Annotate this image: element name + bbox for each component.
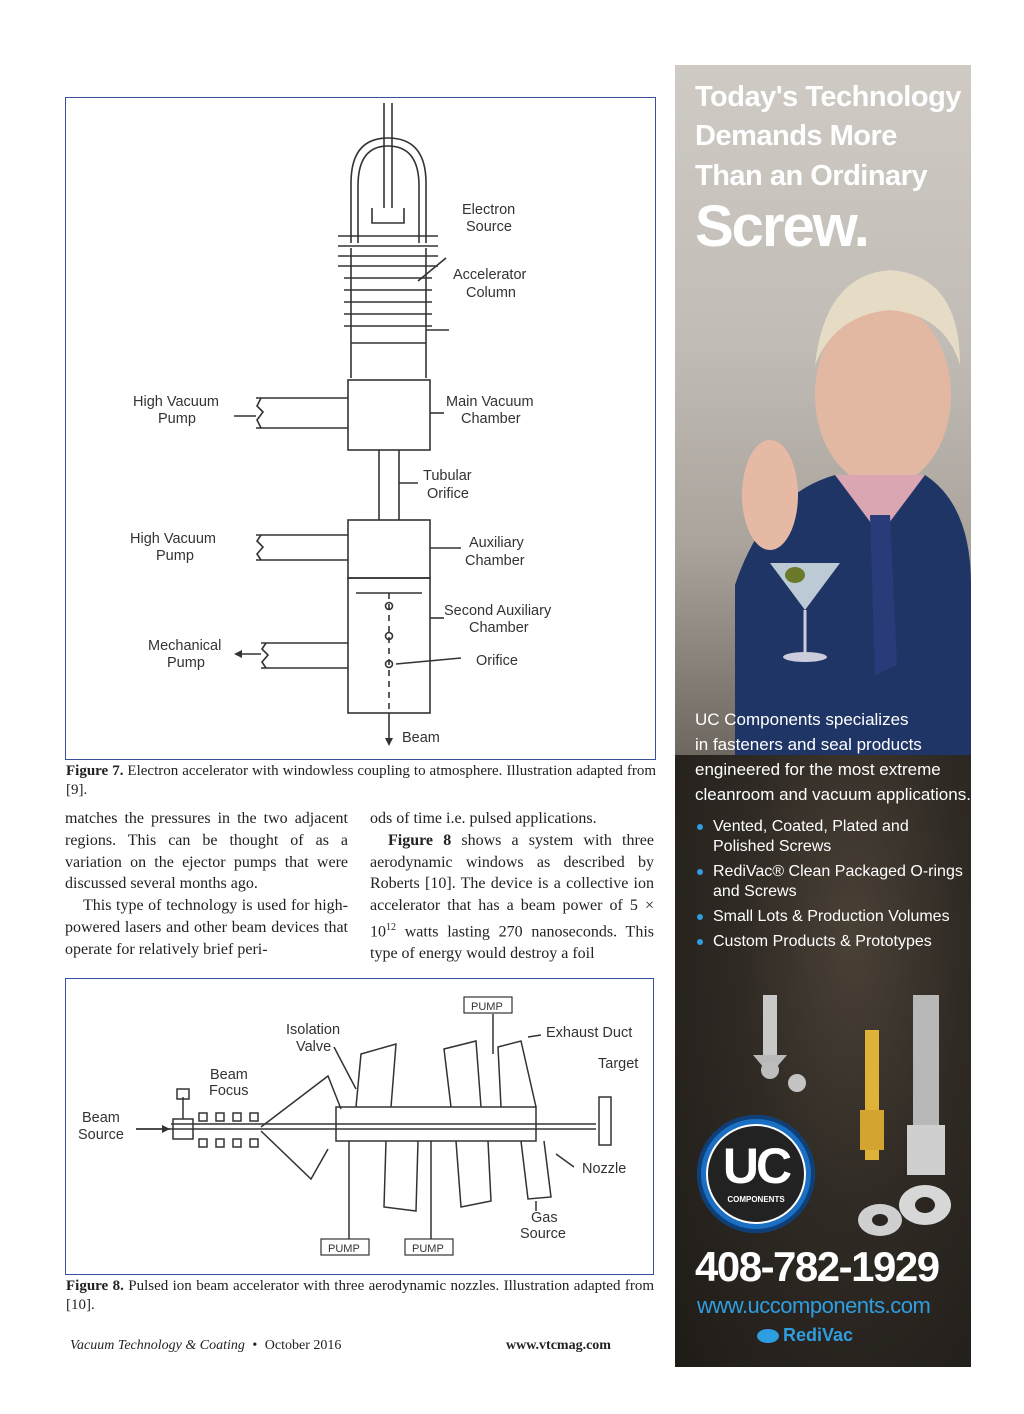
body-right-text-b: watts lasting 270 nanoseconds. This type of energy would destroy a foil bbox=[370, 923, 654, 963]
footer-bullet: • bbox=[252, 1338, 258, 1353]
label-electron-source-1: Electron bbox=[462, 202, 516, 218]
footer-journal bbox=[70, 1338, 341, 1354]
label-gas-source-1: Gas bbox=[531, 1210, 558, 1226]
figure-8-box bbox=[65, 978, 654, 1313]
redivac-logo-text: RediVac bbox=[783, 1325, 854, 1345]
ad-website[interactable]: www.uccomponents.com bbox=[697, 1293, 931, 1318]
label-electron-source-2: Source bbox=[466, 219, 512, 235]
label-second-aux-2: Chamber bbox=[469, 620, 529, 636]
figure-8-diagram bbox=[66, 979, 652, 1273]
label-second-aux-1: Second Auxiliary bbox=[444, 603, 552, 619]
page-number: 17 bbox=[940, 1334, 957, 1353]
uc-logo-text: UC bbox=[722, 1138, 790, 1194]
label-beam-focus-2: Focus bbox=[209, 1083, 249, 1099]
redivac-logo-icon bbox=[757, 1329, 779, 1343]
figure-8-caption bbox=[66, 1277, 654, 1315]
bullet-dot-icon bbox=[697, 914, 703, 920]
body-left-paragraph-2: This type of technology is used for high-powered lasers and other beam devices that operate for relatively brief peri- bbox=[65, 897, 348, 958]
bullet-dot-icon bbox=[697, 939, 703, 945]
label-accelerator-column-1: Accelerator bbox=[453, 267, 527, 283]
figure-7-caption bbox=[66, 762, 656, 800]
body-right-text-a: shows a system with three aerodynamic windows as described by Roberts [10]. The device is a collective ion accelerator that has a beam power of 5 × 10 bbox=[370, 831, 654, 941]
label-aux-chamber-2: Chamber bbox=[465, 553, 525, 569]
ad-headline-3: Than an Ordinary bbox=[695, 160, 928, 192]
footer-date: October 2016 bbox=[264, 1338, 342, 1353]
footer-journal-name: Vacuum Technology & Coating bbox=[70, 1338, 245, 1353]
exponent: 12 bbox=[386, 921, 396, 933]
pump-bottom-right-label: PUMP bbox=[412, 1243, 444, 1255]
uc-logo bbox=[697, 1115, 815, 1233]
ad-bullet-item: Custom Products & Prototypes bbox=[695, 932, 965, 952]
ad-headline-2: Demands More bbox=[695, 120, 897, 152]
ad-headline-4: Screw. bbox=[695, 194, 868, 259]
label-exhaust-duct: Exhaust Duct bbox=[546, 1025, 633, 1041]
advertisement bbox=[675, 65, 971, 1367]
footer-url[interactable]: www.vtcmag.com bbox=[506, 1338, 611, 1353]
body-left-paragraph-1: matches the pressures in the two adjacent regions. This can be thought of as a variation on the ejector pumps that were discussed several months ago. bbox=[65, 810, 348, 893]
label-mech-pump-1: Mechanical bbox=[148, 638, 222, 654]
pump-top-label: PUMP bbox=[471, 1001, 503, 1013]
figure-8-reference: Figure 8 bbox=[388, 831, 452, 849]
ad-bullet-item: Small Lots & Production Volumes bbox=[695, 907, 965, 927]
label-tubular-orifice-2: Orifice bbox=[427, 486, 469, 502]
bullet-dot-icon bbox=[697, 869, 703, 875]
ad-headline-1: Today's Technology bbox=[695, 81, 961, 113]
ad-bullet-list bbox=[695, 817, 965, 957]
pump-bottom-left-label: PUMP bbox=[328, 1243, 360, 1255]
label-tubular-orifice-1: Tubular bbox=[423, 468, 472, 484]
label-isolation-valve-1: Isolation bbox=[286, 1022, 341, 1038]
label-main-chamber-2: Chamber bbox=[461, 411, 521, 427]
figure-7-caption-text: Electron accelerator with windowless coupling to atmosphere. Illustration adapted from [9]. bbox=[66, 763, 656, 798]
label-mech-pump-2: Pump bbox=[167, 655, 205, 671]
uc-logo-subtext: COMPONENTS bbox=[727, 1195, 785, 1204]
ad-intro-3: engineered for the most extreme bbox=[695, 760, 941, 779]
ad-intro-1: UC Components specializes bbox=[695, 710, 909, 729]
figure-8-caption-label: Figure 8. bbox=[66, 1278, 124, 1294]
label-beam: Beam bbox=[402, 730, 440, 746]
ad-intro-4: cleanroom and vacuum applications. bbox=[695, 785, 971, 804]
label-beam-focus-1: Beam bbox=[210, 1067, 248, 1083]
label-main-chamber-1: Main Vacuum bbox=[446, 394, 534, 410]
body-right-paragraph-2 bbox=[370, 830, 654, 965]
label-hv-pump-top-1: High Vacuum bbox=[133, 394, 219, 410]
label-accelerator-column-2: Column bbox=[466, 285, 516, 301]
figure-7-diagram bbox=[66, 98, 654, 758]
label-hv-pump-mid-1: High Vacuum bbox=[130, 531, 216, 547]
ad-bullet-item: RediVac® Clean Packaged O-rings and Screws bbox=[695, 862, 965, 902]
label-orifice: Orifice bbox=[476, 653, 518, 669]
label-hv-pump-mid-2: Pump bbox=[156, 548, 194, 564]
figure-7-caption-label: Figure 7. bbox=[66, 763, 124, 779]
redivac-logo bbox=[757, 1325, 853, 1347]
label-beam-source-2: Source bbox=[78, 1127, 124, 1143]
body-column-right bbox=[370, 808, 654, 965]
figure-8-caption-text: Pulsed ion beam accelerator with three aerodynamic nozzles. Illustration adapted from [10]. bbox=[66, 1278, 654, 1313]
ad-phone: 408-782-1929 bbox=[695, 1243, 939, 1290]
label-target: Target bbox=[598, 1056, 639, 1072]
label-nozzle: Nozzle bbox=[582, 1161, 627, 1177]
ad-intro-2: in fasteners and seal products bbox=[695, 735, 922, 754]
ad-bullet-item: Vented, Coated, Plated and Polished Screws bbox=[695, 817, 965, 857]
label-gas-source-2: Source bbox=[520, 1226, 566, 1242]
label-hv-pump-top-2: Pump bbox=[158, 411, 196, 427]
label-aux-chamber-1: Auxiliary bbox=[469, 535, 524, 551]
label-isolation-valve-2: Valve bbox=[296, 1039, 332, 1055]
label-beam-source-1: Beam bbox=[82, 1110, 120, 1126]
figure-7-box bbox=[65, 97, 656, 798]
body-column-left bbox=[65, 808, 348, 961]
bullet-dot-icon bbox=[697, 824, 703, 830]
body-right-paragraph-1: ods of time i.e. pulsed applications. bbox=[370, 810, 597, 827]
